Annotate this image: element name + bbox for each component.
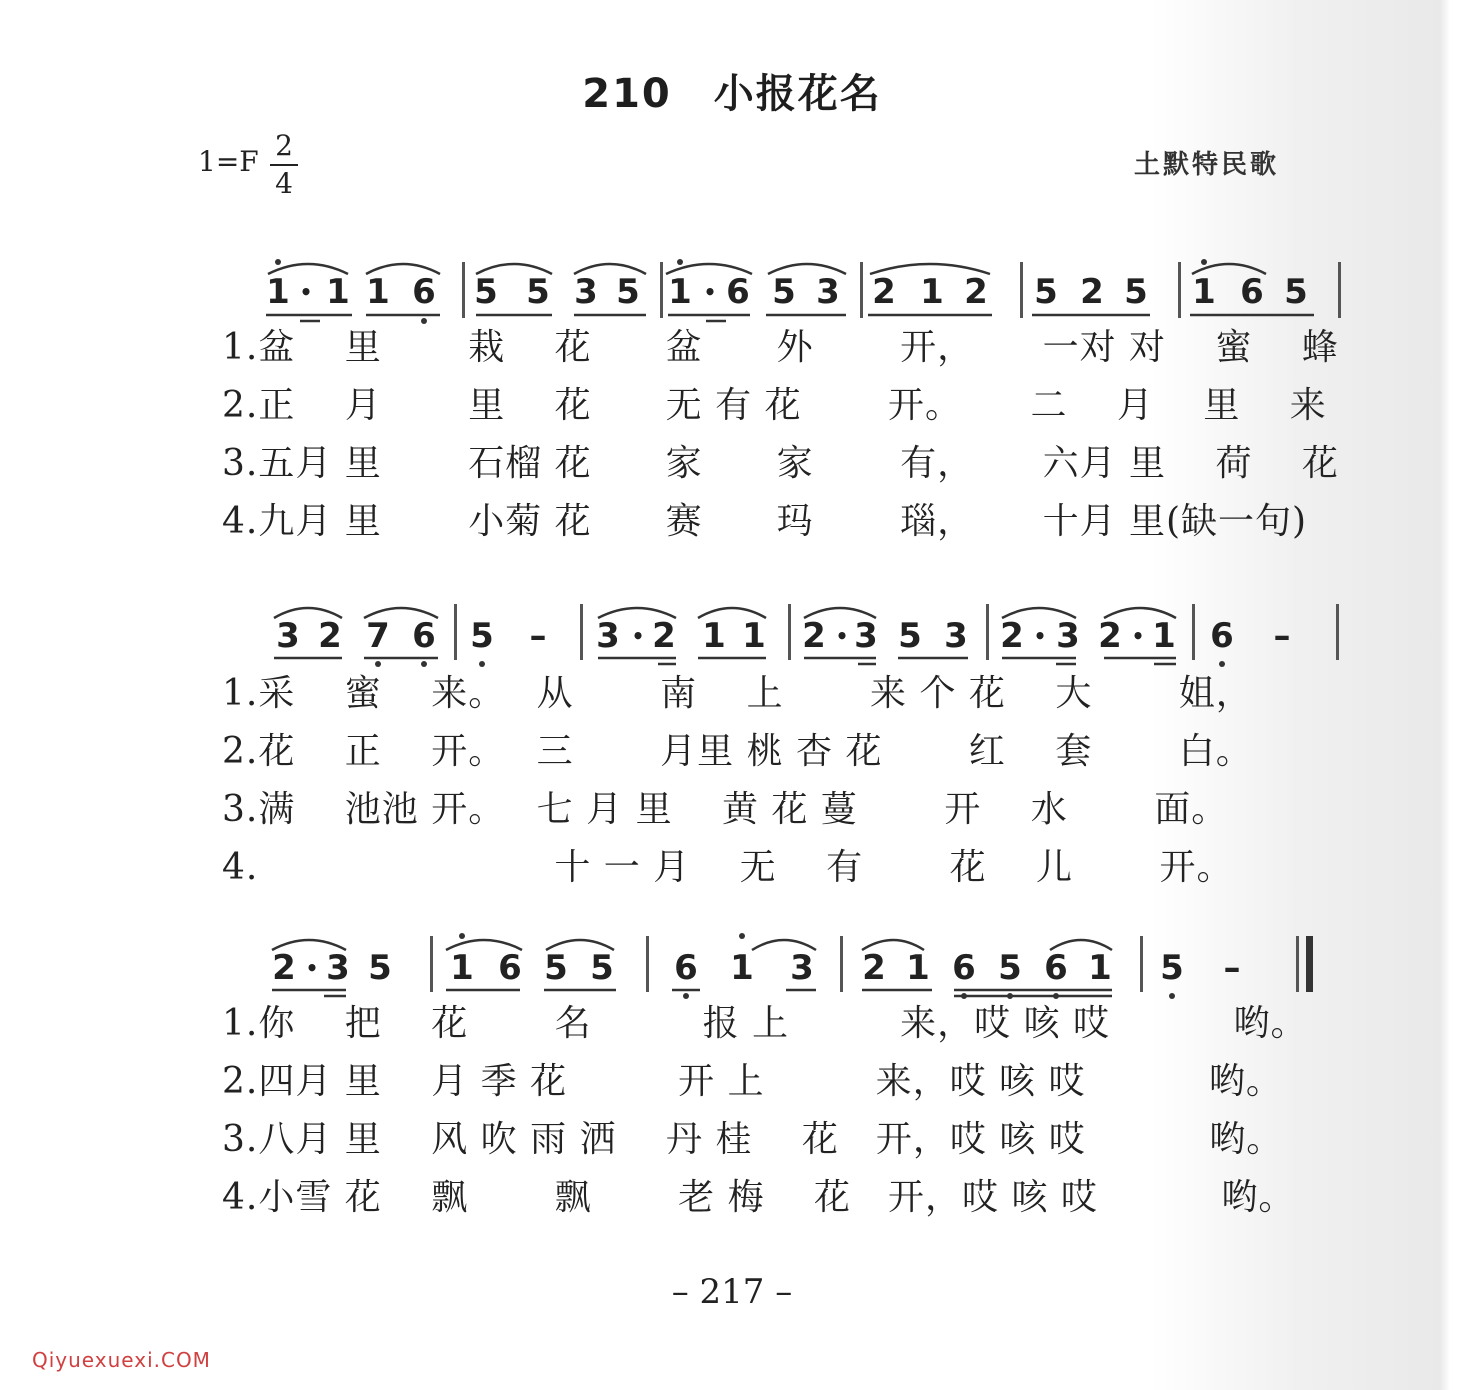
note: 6 — [726, 272, 750, 312]
octave-dot — [421, 318, 427, 324]
lyric-line-2-verse-4: 4. 十 一 月 无 有 花 儿 开。 — [222, 847, 1234, 888]
note: 1 — [742, 616, 766, 656]
note: 5 — [368, 948, 392, 988]
slur — [870, 264, 990, 274]
octave-dot — [421, 661, 427, 667]
note: 2 — [1080, 272, 1104, 312]
octave-dot — [1169, 993, 1175, 999]
note: 5 — [470, 616, 494, 656]
note: 3 — [596, 616, 620, 656]
slur — [272, 940, 346, 950]
lyric-line-3-verse-4: 4.小雪 花 飘 飘 老 梅 花 开，哎 咳 哎 哟。 — [222, 1177, 1296, 1218]
note: • — [703, 280, 717, 304]
note: 1 — [450, 948, 474, 988]
note: 5 — [772, 272, 796, 312]
watermark: Qiyuexuexi.COM — [32, 1348, 211, 1372]
note: 5 — [590, 948, 614, 988]
note: 1 — [266, 272, 290, 312]
note: 5 — [1284, 272, 1308, 312]
slur — [752, 940, 816, 950]
note: 2 — [802, 616, 826, 656]
lyric-line-2-verse-2: 2.花 正 开。 三 月里 桃 杏 花 红 套 白。 — [222, 731, 1253, 772]
note: 6 — [674, 948, 698, 988]
meter-bottom: 4 — [275, 167, 293, 200]
note: 1 — [730, 948, 754, 988]
note: 3 — [944, 616, 968, 656]
note: 5 — [544, 948, 568, 988]
note: – — [1273, 616, 1291, 656]
note: 5 — [998, 948, 1022, 988]
octave-dot — [683, 993, 689, 999]
note: 1 — [906, 948, 930, 988]
meter-top: 2 — [275, 129, 293, 162]
note: 1 — [920, 272, 944, 312]
slur — [666, 264, 752, 274]
note: 3 — [854, 616, 878, 656]
note: 2 — [652, 616, 676, 656]
octave-dot — [739, 933, 745, 939]
slur — [574, 264, 646, 274]
octave-dot — [961, 993, 967, 999]
octave-dot — [1053, 993, 1059, 999]
note: 1 — [366, 272, 390, 312]
note: 2 — [318, 616, 342, 656]
slur — [598, 608, 676, 618]
note: 2 — [862, 948, 886, 988]
lyric-line-3-verse-1: 1.你 把 花 名 报 上 来，哎 咳 哎 哟。 — [222, 1003, 1308, 1044]
note: 6 — [498, 948, 522, 988]
note: 3 — [326, 948, 350, 988]
slur — [366, 264, 440, 274]
note: • — [1131, 624, 1145, 648]
note: • — [631, 624, 645, 648]
note: – — [1223, 948, 1241, 988]
note: 6 — [1210, 616, 1234, 656]
slur — [268, 264, 348, 274]
note: 5 — [898, 616, 922, 656]
note: 1 — [1088, 948, 1112, 988]
slur — [768, 264, 846, 274]
song-source: 土默特民歌 — [1134, 150, 1280, 180]
note: 6 — [1044, 948, 1068, 988]
page-number: – 217 – — [671, 1272, 793, 1312]
note: 5 — [474, 272, 498, 312]
slur — [476, 264, 552, 274]
slur — [364, 608, 438, 618]
note: 6 — [952, 948, 976, 988]
octave-dot — [1219, 661, 1225, 667]
octave-dot — [459, 933, 465, 939]
note: 1 — [1152, 616, 1176, 656]
note: 2 — [964, 272, 988, 312]
note: 6 — [412, 272, 436, 312]
note: 1 — [326, 272, 350, 312]
slur — [274, 608, 342, 618]
lyric-line-1-verse-3: 3.五月 里 石榴 花 家 家 有， 六月 里 荷 花 — [222, 443, 1339, 484]
note: 2 — [1000, 616, 1024, 656]
note: 5 — [1124, 272, 1148, 312]
slur — [804, 608, 876, 618]
note: – — [529, 616, 547, 656]
octave-dot — [479, 661, 485, 667]
slur — [446, 940, 522, 950]
slur — [862, 940, 924, 950]
slur — [546, 940, 614, 950]
slur — [1002, 608, 1076, 618]
slur — [1050, 940, 1112, 950]
note: 1 — [702, 616, 726, 656]
note: 2 — [872, 272, 896, 312]
note: 5 — [526, 272, 550, 312]
note: • — [305, 956, 319, 980]
lyric-line-1-verse-1: 1.盆 里 栽 花 盆 外 开， 一对 对 蜜 蜂 — [222, 327, 1339, 368]
key-signature: 1=F — [198, 145, 259, 178]
slur — [1192, 264, 1266, 274]
lyric-line-3-verse-3: 3.八月 里 风 吹 雨 洒 丹 桂 花 开，哎 咳 哎 哟。 — [222, 1119, 1284, 1160]
note: 3 — [276, 616, 300, 656]
note: 2 — [272, 948, 296, 988]
note: 5 — [616, 272, 640, 312]
lyric-line-3-verse-2: 2.四月 里 月 季 花 开 上 来，哎 咳 哎 哟。 — [222, 1061, 1283, 1102]
note: 3 — [574, 272, 598, 312]
lyric-line-2-verse-3: 3.满 池池 开。 七 月 里 黄 花 蔓 开 水 面。 — [222, 789, 1229, 830]
note: 6 — [1240, 272, 1264, 312]
note: 3 — [1056, 616, 1080, 656]
song-title: 210 小报花名 — [582, 71, 882, 117]
note: 1 — [1192, 272, 1216, 312]
note: • — [835, 624, 849, 648]
lyric-line-1-verse-2: 2.正 月 里 花 无 有 花 开。 二 月 里 来 — [222, 385, 1327, 426]
note: 6 — [412, 616, 436, 656]
note: • — [299, 280, 313, 304]
note: 1 — [668, 272, 692, 312]
note: 3 — [790, 948, 814, 988]
note: • — [1033, 624, 1047, 648]
octave-dot — [375, 661, 381, 667]
note: 2 — [1098, 616, 1122, 656]
octave-dot — [677, 259, 683, 265]
note: 7 — [366, 616, 390, 656]
octave-dot — [275, 259, 281, 265]
note: 3 — [816, 272, 840, 312]
slur — [698, 608, 766, 618]
note: 5 — [1160, 948, 1184, 988]
octave-dot — [1007, 993, 1013, 999]
note: 5 — [1034, 272, 1058, 312]
lyric-line-1-verse-4: 4.九月 里 小菊 花 赛 玛 瑙， 十月 里(缺一句) — [222, 501, 1308, 542]
slur — [1104, 608, 1176, 618]
lyric-line-2-verse-1: 1.采 蜜 来。 从 南 上 来 个 花 大 姐， — [222, 673, 1253, 714]
octave-dot — [1201, 259, 1207, 265]
